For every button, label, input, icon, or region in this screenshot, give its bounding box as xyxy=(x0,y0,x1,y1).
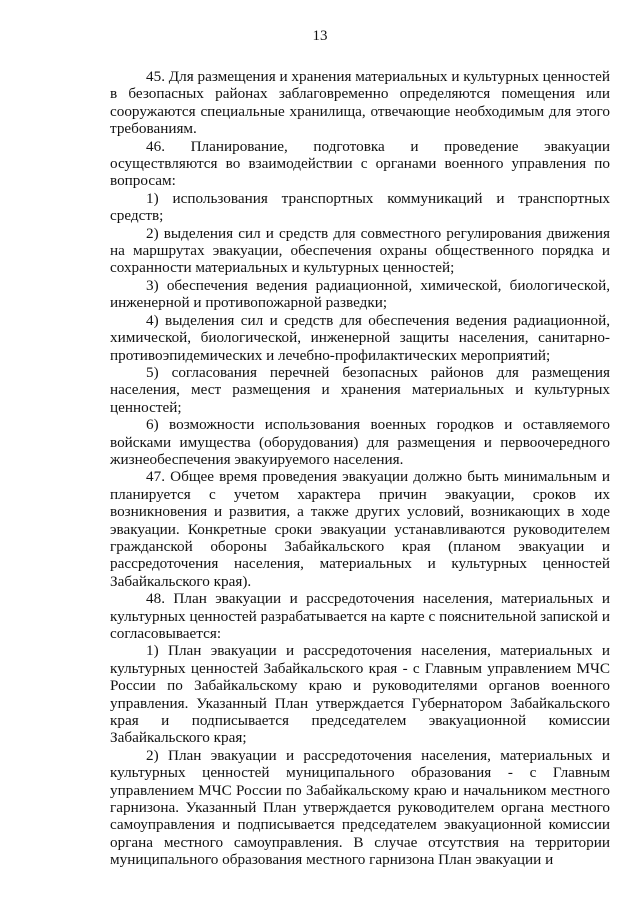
paragraph-48: 48. План эвакуации и рассредоточения населения, материальных и культурных ценностей разрабатывается на карте с пояснительной запиской и согласовывается: xyxy=(110,590,610,642)
list-item-48-2: 2) План эвакуации и рассредоточения населения, материальных и культурных ценностей муниципального образования - с Главным управлением МЧС России по Забайкальскому краю и начальником местного гарнизона. Указанный План утверждается руководителем органа местного самоуправления и подписывается председателем эвакуационной комиссии органа местного самоуправления. В случае отсутствия на территории муниципального образования местного гарнизона План эвакуации и xyxy=(110,746,610,869)
page-number: 13 xyxy=(312,28,328,44)
list-item-48-1: 1) План эвакуации и рассредоточения населения, материальных и культурных ценностей Забайкальского края - с Главным управлением МЧС России по Забайкальскому краю и руководителями органов военного управления. Указанный План утверждается Губернатором Забайкальского края и подписывается председателем эвакуационной комиссии Забайкальского края; xyxy=(110,642,610,747)
paragraph-45: 45. Для размещения и хранения материальных и культурных ценностей в безопасных районах заблаговременно определяются помещения или сооружаются специальные хранилища, отвечающие необходимым для этого требованиям. xyxy=(110,68,610,138)
list-item-46-2: 2) выделения сил и средств для совместного регулирования движения на маршрутах эвакуации, обеспечения охраны общественного порядка и сохранности материальных и культурных ценностей; xyxy=(110,224,610,277)
paragraph-47: 47. Общее время проведения эвакуации должно быть минимальным и планируется с учетом характера причин эвакуации, сроков их возникновения и развития, а также других условий, возникающих в ходе эвакуации. Конкретные сроки эвакуации устанавливаются руководителем гражданской обороны Забайкальского края (планом эвакуации и рассредоточения населения, материальных и культурных ценностей Забайкальского края). xyxy=(110,468,610,590)
list-item-46-5: 5) согласования перечней безопасных районов для размещения населения, мест размещения и хранения материальных и культурных ценностей; xyxy=(110,363,610,416)
document-body xyxy=(110,68,610,869)
list-item-46-6: 6) возможности использования военных городков и оставляемого войсками имущества (оборудования) для размещения и первоочередного жизнеобеспечения эвакуируемого населения. xyxy=(110,416,610,468)
paragraph-46: 46. Планирование, подготовка и проведение эвакуации осуществляются во взаимодействии с органами военного управления по вопросам: xyxy=(110,137,610,190)
list-item-46-4: 4) выделения сил и средств для обеспечения ведения радиационной, химической, биологической, инженерной защиты населения, санитарно-противоэпидемических и лечебно-профилактических мероприятий; xyxy=(110,311,610,364)
list-item-46-1: 1) использования транспортных коммуникаций и транспортных средств; xyxy=(110,189,610,225)
list-item-46-3: 3) обеспечения ведения радиационной, химической, биологической, инженерной и противопожарной разведки; xyxy=(110,276,610,312)
